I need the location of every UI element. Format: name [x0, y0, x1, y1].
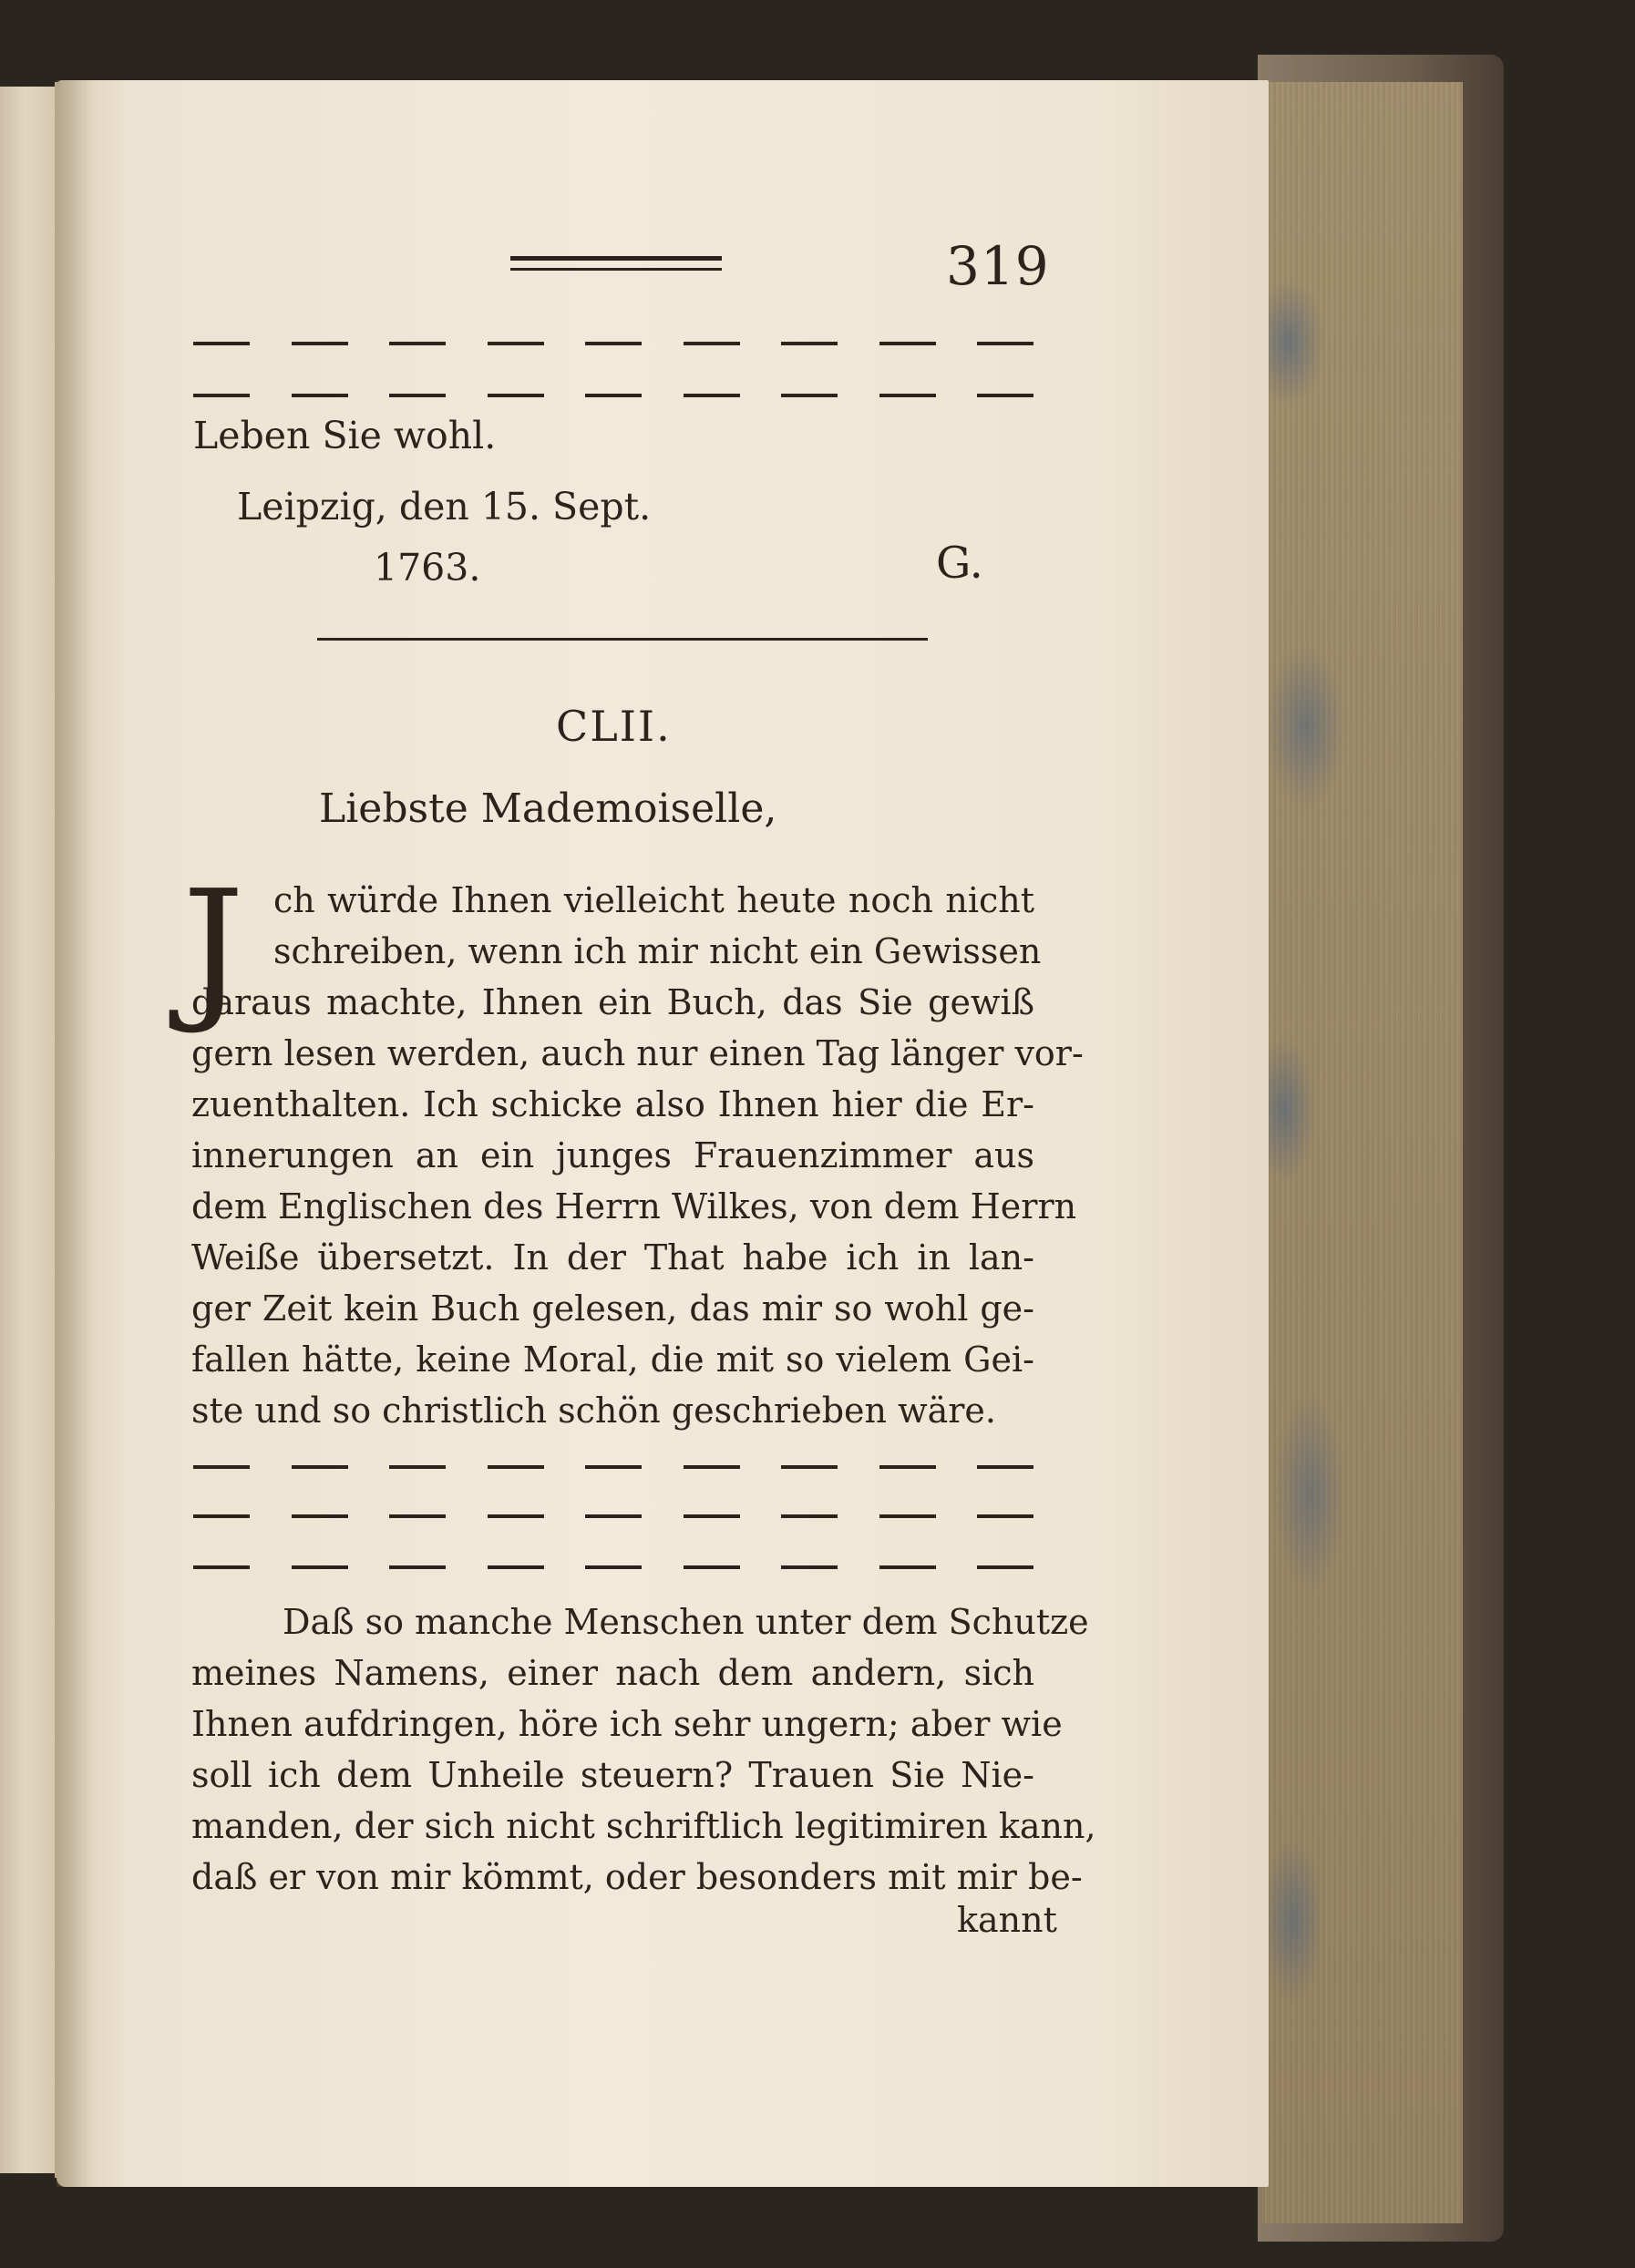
letter-number: CLII.	[556, 702, 672, 751]
omission-dashes	[193, 1465, 1033, 1471]
text-line: daraus machte, Ihnen ein Buch, das Sie gewiß	[191, 982, 1034, 1022]
text-line: soll ich dem Unheile steuern? Trauen Sie Nie-	[191, 1755, 1034, 1795]
place-date: Leipzig, den 15. Sept.	[237, 485, 652, 529]
page-number: 319	[946, 235, 1050, 297]
text-line: manden, der sich nicht schriftlich legitimiren kann,	[191, 1806, 1096, 1846]
text-line: Weiße übersetzt. In der That habe ich in lan-	[191, 1237, 1034, 1278]
paragraph	[191, 875, 1084, 1436]
year: 1763.	[374, 546, 481, 590]
page-edge-marbling	[1262, 87, 1349, 2219]
text-line: Ihnen aufdringen, höre ich sehr ungern; aber wie	[191, 1704, 1063, 1744]
paragraph	[191, 1596, 1096, 1903]
text-line: ste und so christlich schön geschrieben wäre.	[191, 1391, 996, 1431]
omission-dashes	[193, 1565, 1033, 1571]
text-line: schreiben, wenn ich mir nicht ein Gewissen	[273, 931, 1042, 971]
text-line: innerungen an ein junges Frauenzimmer aus	[191, 1135, 1034, 1175]
omission-dashes	[193, 1514, 1033, 1520]
text-line: dem Englischen des Herrn Wilkes, von dem Herrn	[191, 1186, 1077, 1226]
text-line: zuenthalten. Ich schicke also Ihnen hier die Er-	[191, 1084, 1034, 1124]
salutation: Liebste Mademoiselle,	[319, 785, 777, 832]
closing-line: Leben Sie wohl.	[193, 414, 497, 457]
text-line: ch würde Ihnen vielleicht heute noch nicht	[273, 880, 1034, 920]
text-line: gern lesen werden, auch nur einen Tag länger vor-	[191, 1033, 1084, 1073]
section-rule	[317, 638, 928, 641]
text-line: meines Namens, einer nach dem andern, sich	[191, 1653, 1034, 1693]
header-rule	[510, 256, 722, 271]
text-line: Daß so manche Menschen unter dem Schutze	[283, 1602, 1089, 1642]
catchword: kannt	[957, 1900, 1057, 1940]
text-line: ger Zeit kein Buch gelesen, das mir so wohl ge-	[191, 1288, 1034, 1329]
text-line: fallen hätte, keine Moral, die mit so vielem Gei-	[191, 1339, 1034, 1380]
drop-cap: J	[182, 857, 245, 1038]
omission-dashes	[193, 342, 1033, 347]
omission-dashes	[193, 394, 1033, 399]
text-line: daß er von mir kömmt, oder besonders mit mir be-	[191, 1857, 1083, 1897]
signature: G.	[936, 538, 983, 589]
gutter-shadow	[57, 80, 93, 2187]
